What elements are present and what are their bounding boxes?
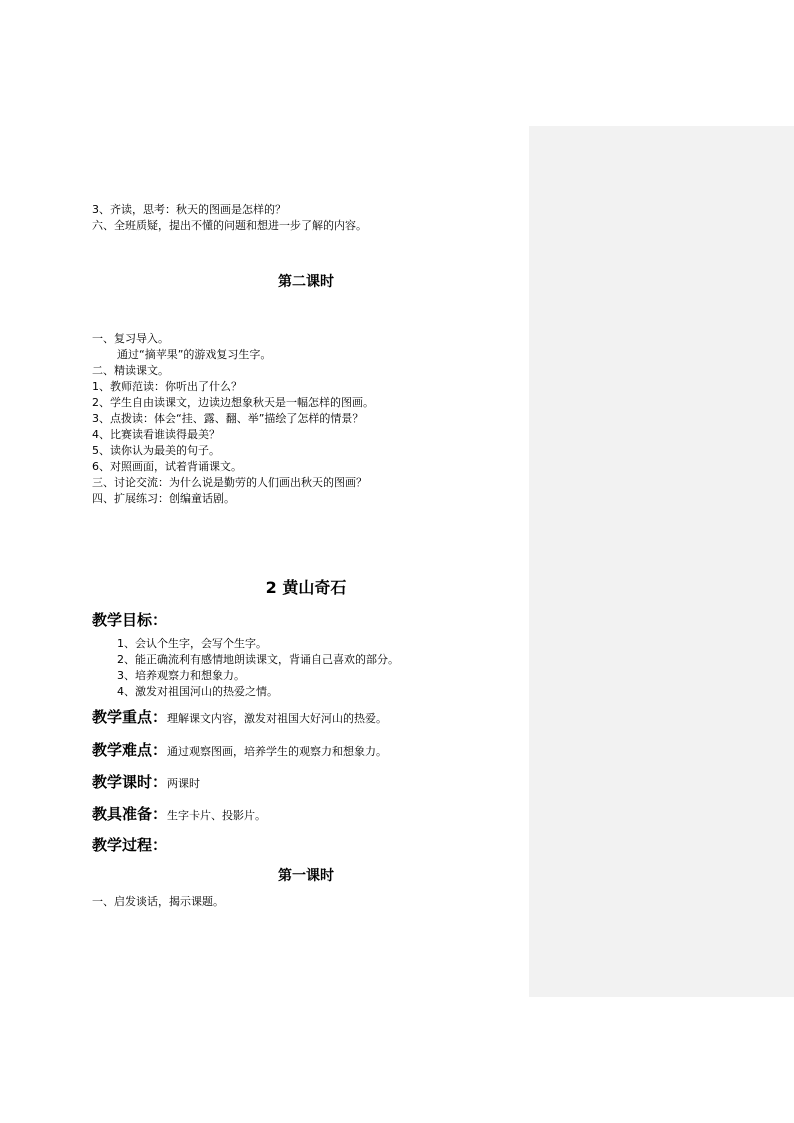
text-line: 3、齐读，思考：秋天的图画是怎样的？ (92, 203, 286, 216)
comment-markup-pane (529, 126, 794, 997)
hours-label: 教学课时： (92, 773, 168, 791)
text-line: 1、教师范读：你听出了什么？ (92, 380, 242, 393)
tools-row (92, 803, 266, 824)
chapter-title: 2 黄山奇石 (265, 578, 347, 597)
text-line: 6、对照画面，试着背诵课文。 (92, 460, 242, 473)
text-line: 3、点拨读：体会“挂、露、翻、举”描绘了怎样的情景？ (92, 412, 364, 425)
tools-label: 教具准备： (92, 805, 168, 823)
text-line: 六、全班质疑，提出不懂的问题和想进一步了解的内容。 (92, 219, 367, 232)
text-line: 四、扩展练习：创编童话剧。 (92, 492, 235, 505)
goals-heading (92, 609, 167, 630)
text-line: 二、精读课文。 (92, 364, 169, 377)
text-line: 5、读你认为最美的句子。 (92, 444, 220, 457)
text-line: 一、复习导入。 (92, 332, 169, 345)
goals-label: 教学目标： (92, 611, 168, 629)
difficulty-row (92, 739, 387, 760)
lesson-two-title: 第二课时 (278, 274, 334, 290)
goal-item: 4、激发对祖国河山的热爱之情。 (117, 685, 278, 698)
key-point-value: 理解课文内容，激发对祖国大好河山的热爱。 (167, 712, 388, 725)
text-line: 通过“摘苹果”的游戏复习生字。 (117, 348, 272, 361)
difficulty-label: 教学难点： (92, 741, 168, 759)
goal-item: 1、会认个生字，会写个生字。 (117, 637, 267, 650)
key-point-label: 教学重点： (92, 708, 168, 726)
key-point-row (92, 706, 387, 727)
hours-value: 两课时 (167, 777, 201, 790)
hours-row (92, 771, 200, 792)
goal-item: 3、培养观察力和想象力。 (117, 669, 245, 682)
text-line: 一、启发谈话，揭示课题。 (92, 895, 224, 908)
process-row (92, 834, 167, 855)
goal-item: 2、能正确流利有感情地朗读课文，背诵自己喜欢的部分。 (117, 653, 399, 666)
process-label: 教学过程： (92, 836, 168, 854)
difficulty-value: 通过观察图画，培养学生的观察力和想象力。 (167, 745, 388, 758)
text-line: 4、比赛读看谁读得最美？ (92, 428, 220, 441)
text-line: 2、学生自由读课文，边读边想象秋天是一幅怎样的图画。 (92, 396, 374, 409)
lesson-one-title: 第一课时 (278, 868, 334, 884)
tools-value: 生字卡片、投影片。 (167, 809, 267, 822)
text-line: 三、讨论交流：为什么说是勤劳的人们画出秋天的图画？ (92, 476, 367, 489)
